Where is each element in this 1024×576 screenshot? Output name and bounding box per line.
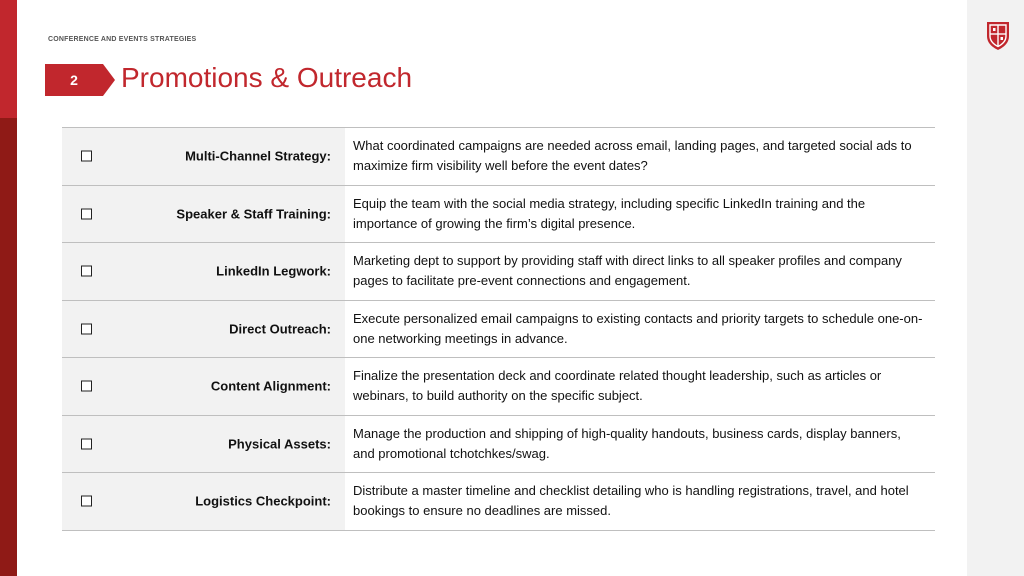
checklist-description: Execute personalized email campaigns to existing contacts and priority targets to schedule one-on-one networking meetings in advance. bbox=[353, 310, 923, 346]
left-accent-bar-bottom bbox=[0, 118, 17, 576]
left-accent-bar-top bbox=[0, 0, 17, 118]
checklist-row bbox=[62, 416, 935, 474]
checklist-label: Multi-Channel Strategy: bbox=[185, 148, 331, 164]
checklist-description: Manage the production and shipping of high-quality handouts, business cards, display banners, and promotional tchotchkes/swag. bbox=[353, 425, 901, 461]
checklist-label: Physical Assets: bbox=[228, 436, 331, 452]
checklist-label: Logistics Checkpoint: bbox=[195, 493, 331, 509]
checklist-table bbox=[62, 127, 935, 531]
shield-crest-icon bbox=[985, 19, 1011, 51]
checklist-row bbox=[62, 473, 935, 531]
empty-checkbox-icon[interactable] bbox=[81, 496, 92, 507]
right-side-panel bbox=[967, 0, 1024, 576]
checklist-row bbox=[62, 301, 935, 359]
empty-checkbox-icon[interactable] bbox=[81, 438, 92, 449]
checklist-label: Content Alignment: bbox=[210, 378, 331, 394]
checklist-label: LinkedIn Legwork: bbox=[216, 263, 331, 279]
checklist-label-cell bbox=[62, 301, 345, 358]
checklist-label-cell bbox=[62, 416, 345, 473]
checklist-row bbox=[62, 358, 935, 416]
checklist-label-cell bbox=[62, 128, 345, 185]
checklist-label: Direct Outreach: bbox=[229, 321, 331, 337]
checklist-description: Marketing dept to support by providing staff with direct links to all speaker profiles and company pages to facilitate pre-event connections and engagement. bbox=[353, 253, 902, 289]
slide-kicker: CONFERENCE AND EVENTS STRATEGIES bbox=[48, 36, 197, 43]
empty-checkbox-icon[interactable] bbox=[81, 323, 92, 334]
checklist-label: Speaker & Staff Training: bbox=[176, 206, 331, 222]
checklist-label-cell bbox=[62, 186, 345, 243]
checklist-description: What coordinated campaigns are needed across email, landing pages, and targeted social ads to maximize firm visibility well before the event dates? bbox=[353, 138, 912, 174]
empty-checkbox-icon[interactable] bbox=[81, 151, 92, 162]
checklist-row bbox=[62, 186, 935, 244]
checklist-description: Equip the team with the social media strategy, including specific LinkedIn training and the importance of growing the firm’s digital presence. bbox=[353, 195, 866, 231]
checklist-label-cell bbox=[62, 473, 345, 530]
checklist-description: Finalize the presentation deck and coordinate related thought leadership, such as articles or webinars, to build authority on the specific subject. bbox=[353, 368, 882, 404]
empty-checkbox-icon[interactable] bbox=[81, 208, 92, 219]
empty-checkbox-icon[interactable] bbox=[81, 381, 92, 392]
checklist-label-cell bbox=[62, 243, 345, 300]
checklist-label-cell bbox=[62, 358, 345, 415]
empty-checkbox-icon[interactable] bbox=[81, 266, 92, 277]
checklist-description: Distribute a master timeline and checklist detailing who is handling registrations, travel, and hotel bookings to ensure no deadlines are missed. bbox=[353, 483, 909, 519]
section-number: 2 bbox=[70, 72, 78, 88]
section-number-badge bbox=[45, 64, 115, 96]
page-title: Promotions & Outreach bbox=[121, 62, 413, 93]
checklist-row bbox=[62, 243, 935, 301]
checklist-row bbox=[62, 128, 935, 186]
